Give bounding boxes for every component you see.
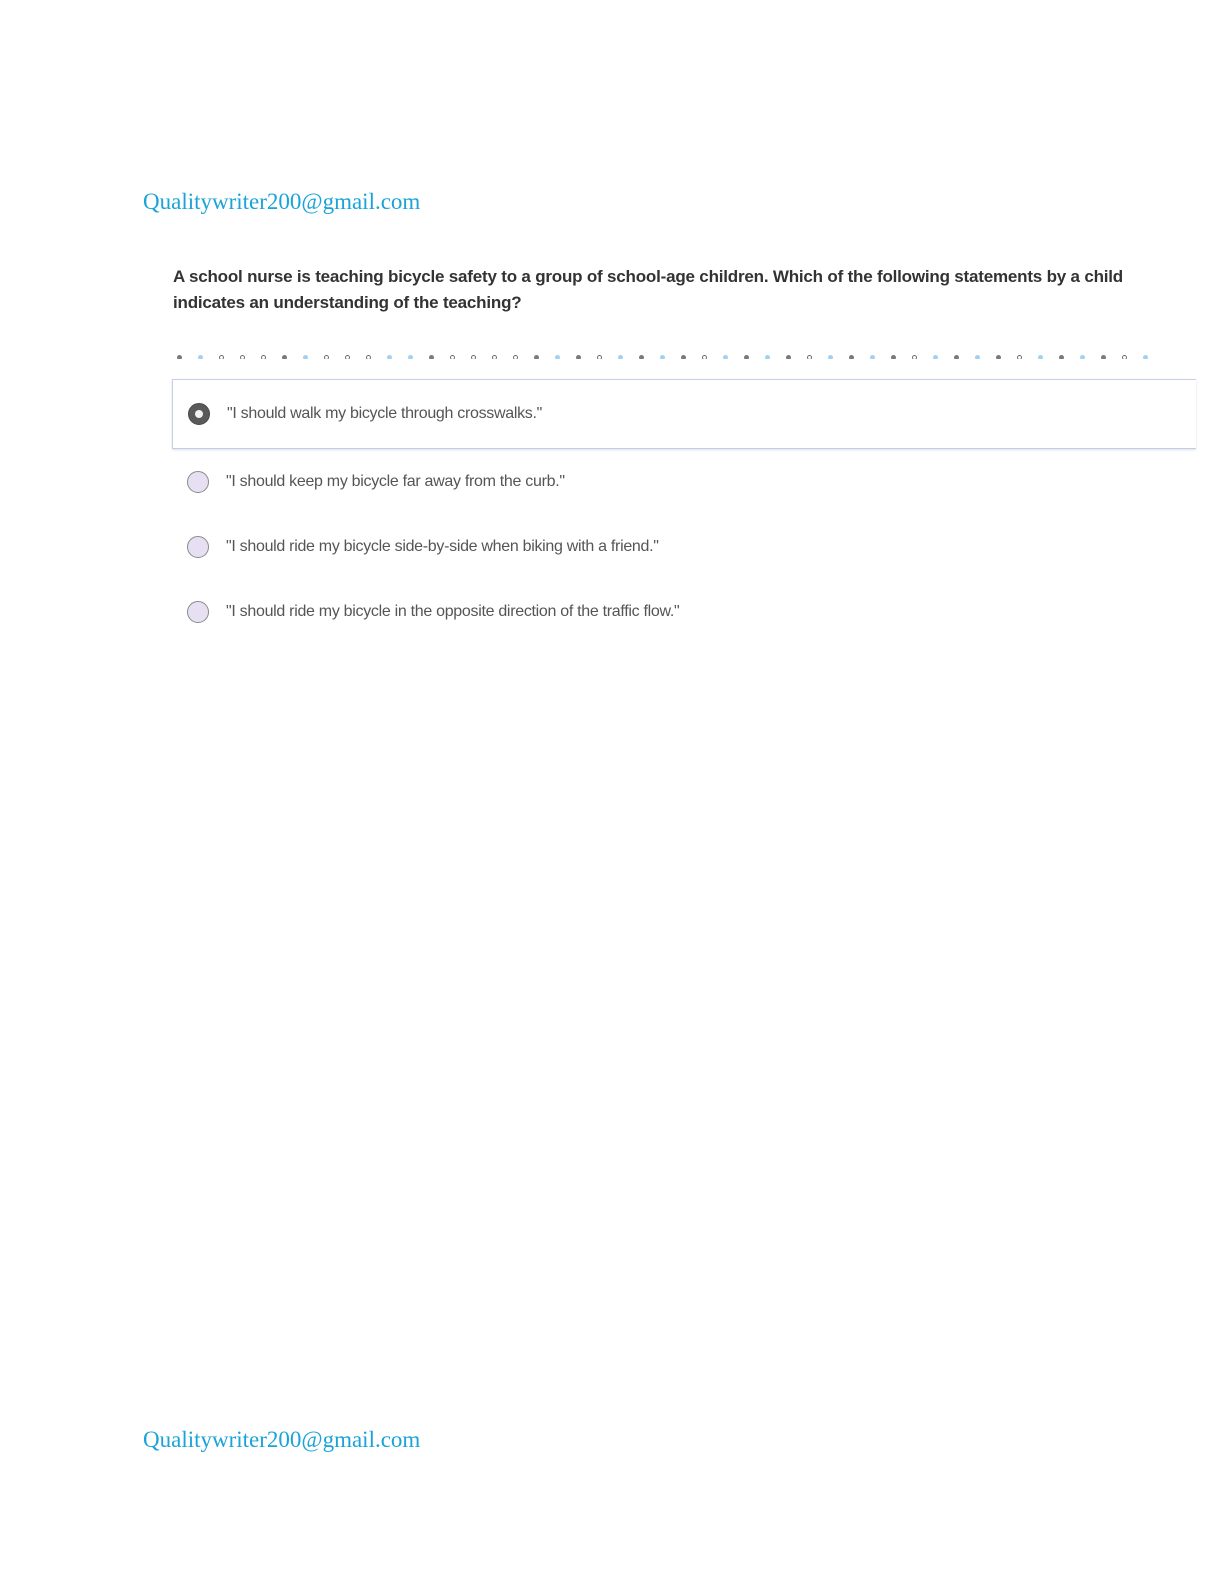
divider-dot (324, 355, 329, 359)
divider-dot (492, 355, 497, 359)
divider-dot (1038, 355, 1043, 359)
divider-dot (807, 355, 812, 359)
answer-option-1[interactable] (172, 379, 1196, 449)
divider-dot (1017, 355, 1022, 359)
divider-dot (198, 355, 203, 359)
answer-option-label: "I should ride my bicycle in the opposite direction of the traffic flow." (226, 602, 680, 620)
answer-option-label: "I should ride my bicycle side-by-side when biking with a friend." (226, 537, 659, 555)
divider-dot (471, 355, 476, 359)
divider-dot (639, 355, 644, 359)
divider-dot (702, 355, 707, 359)
radio-button-icon[interactable] (187, 536, 209, 558)
divider-dot (177, 355, 182, 359)
answer-option-label: "I should walk my bicycle through crosswalks." (227, 405, 543, 422)
answer-option-label: "I should keep my bicycle far away from the curb." (226, 472, 565, 490)
radio-button-icon[interactable] (187, 471, 209, 493)
divider-dot (597, 355, 602, 359)
answer-option-2[interactable] (172, 449, 1196, 514)
divider-dot (1101, 355, 1106, 359)
divider-dot (240, 355, 245, 359)
divider-dot (366, 355, 371, 359)
divider-dot (933, 355, 938, 359)
divider-dot (219, 355, 224, 359)
divider-dot (765, 355, 770, 359)
divider-dot (996, 355, 1001, 359)
radio-button-icon[interactable] (187, 601, 209, 623)
divider-dot (660, 355, 665, 359)
divider-dot (387, 355, 392, 359)
divider-dot (408, 355, 413, 359)
divider-dot (534, 355, 539, 359)
divider-dot (1080, 355, 1085, 359)
answer-option-3[interactable] (172, 514, 1196, 579)
answer-options (172, 379, 1196, 644)
divider-dot (1143, 355, 1148, 359)
divider-dot (513, 355, 518, 359)
radio-button-selected-icon[interactable] (188, 403, 210, 425)
divider-dot (870, 355, 875, 359)
divider-dot (1122, 355, 1127, 359)
question-text: A school nurse is teaching bicycle safety to a group of school-age children. Which of the following statements by a child indicates an understanding of the teaching? (173, 267, 1123, 312)
divider-dot (345, 355, 350, 359)
divider-dot (261, 355, 266, 359)
divider-dot (828, 355, 833, 359)
divider-dot (912, 355, 917, 359)
divider-dot (891, 355, 896, 359)
divider-dot (303, 355, 308, 359)
divider-dot (576, 355, 581, 359)
divider-dot (618, 355, 623, 359)
divider-dot (723, 355, 728, 359)
footer-email-link[interactable]: Qualitywriter200@gmail.com (143, 1427, 421, 1452)
header-email-link[interactable]: Qualitywriter200@gmail.com (143, 189, 421, 214)
divider-dot (975, 355, 980, 359)
divider-dot (849, 355, 854, 359)
divider-dot (681, 355, 686, 359)
answer-option-4[interactable] (172, 579, 1196, 644)
dotted-divider (177, 347, 1195, 359)
divider-dot (954, 355, 959, 359)
divider-dot (786, 355, 791, 359)
divider-dot (555, 355, 560, 359)
divider-dot (744, 355, 749, 359)
divider-dot (450, 355, 455, 359)
divider-dot (429, 355, 434, 359)
divider-dot (1059, 355, 1064, 359)
divider-dot (282, 355, 287, 359)
